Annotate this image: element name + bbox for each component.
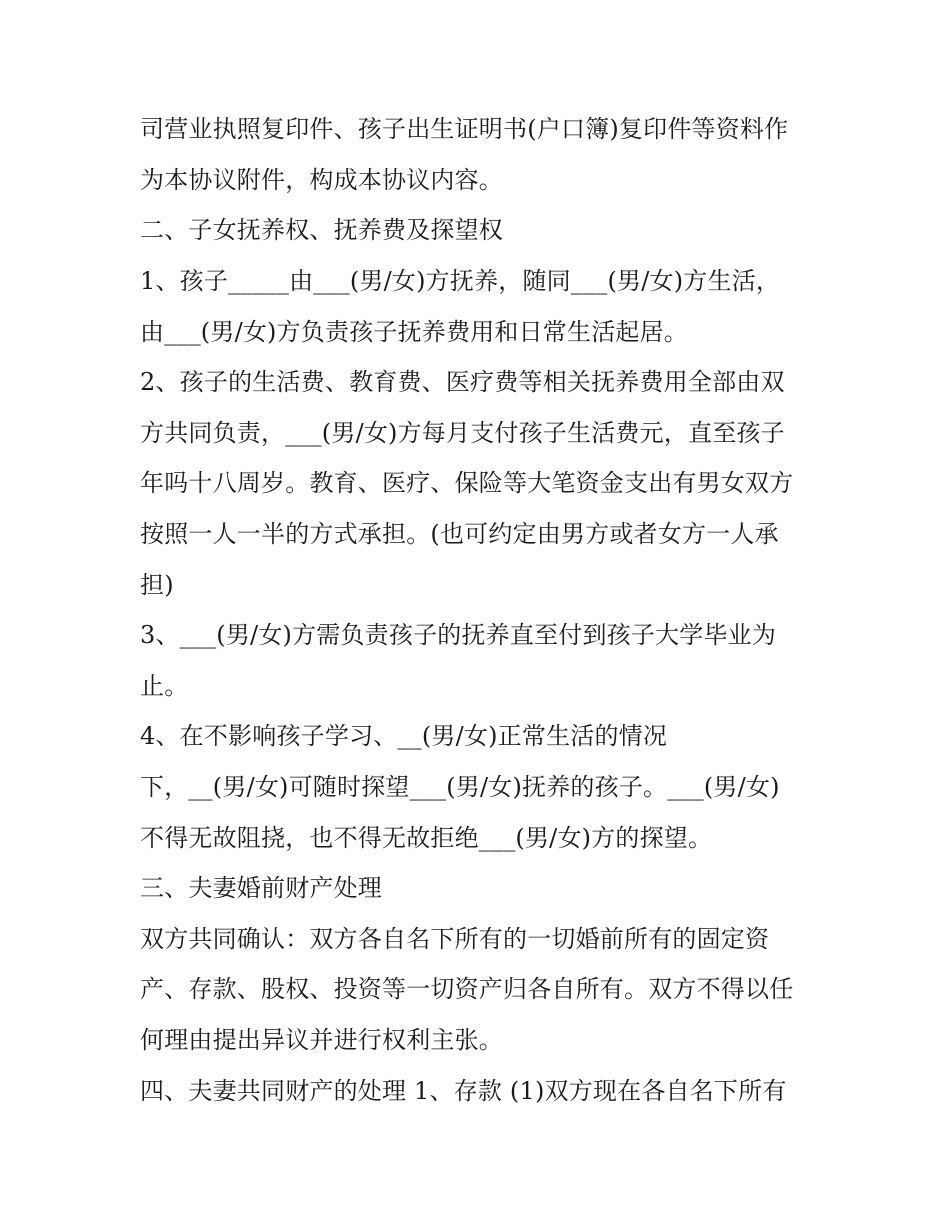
text-line: 司营业执照复印件、孩子出生证明书(户口簿)复印件等资料作: [140, 115, 789, 143]
text-line: 方共同负责，___(男/女)方每月支付孩子生活费元，直至孩子: [140, 419, 785, 447]
text-line: 2、孩子的生活费、教育费、医疗费等相关抚养费用全部由双: [140, 368, 785, 396]
text-line: 下，__(男/女)可随时探望___(男/女)抚养的孩子。___(男/女): [140, 773, 780, 801]
text-line: 不得无故阻挠，也不得无故拒绝___(男/女)方的探望。: [140, 824, 713, 852]
text-line: 4、在不影响孩子学习、__(男/女)正常生活的情况: [140, 722, 668, 750]
section-heading: 三、夫妻婚前财产处理: [140, 874, 382, 902]
text-line: 1、孩子_____由___(男/女)方抚养，随同___(男/女)方生活，: [140, 267, 781, 295]
section-heading: 四、夫妻共同财产的处理 1、存款 (1)双方现在各自名下所有: [140, 1077, 787, 1105]
text-line: 担): [140, 571, 174, 599]
text-line: 止。: [140, 672, 189, 700]
section-heading: 二、子女抚养权、抚养费及探望权: [140, 216, 503, 244]
text-line: 年吗十八周岁。教育、医疗、保险等大笔资金支出有男女双方: [140, 469, 794, 497]
text-line: 按照一人一半的方式承担。(也可约定由男方或者女方一人承: [140, 520, 779, 548]
text-line: 何理由提出异议并进行权利主张。: [140, 1026, 503, 1054]
text-line: 产、存款、股权、投资等一切资产归各自所有。双方不得以任: [140, 975, 794, 1003]
text-line: 由___(男/女)方负责孩子抚养费用和日常生活起居。: [140, 318, 689, 346]
text-line: 3、___(男/女)方需负责孩子的抚养直至付到孩子大学毕业为: [140, 621, 777, 649]
text-line: 为本协议附件，构成本协议内容。: [140, 166, 503, 194]
text-line: 双方共同确认：双方各自名下所有的一切婚前所有的固定资: [140, 925, 770, 953]
